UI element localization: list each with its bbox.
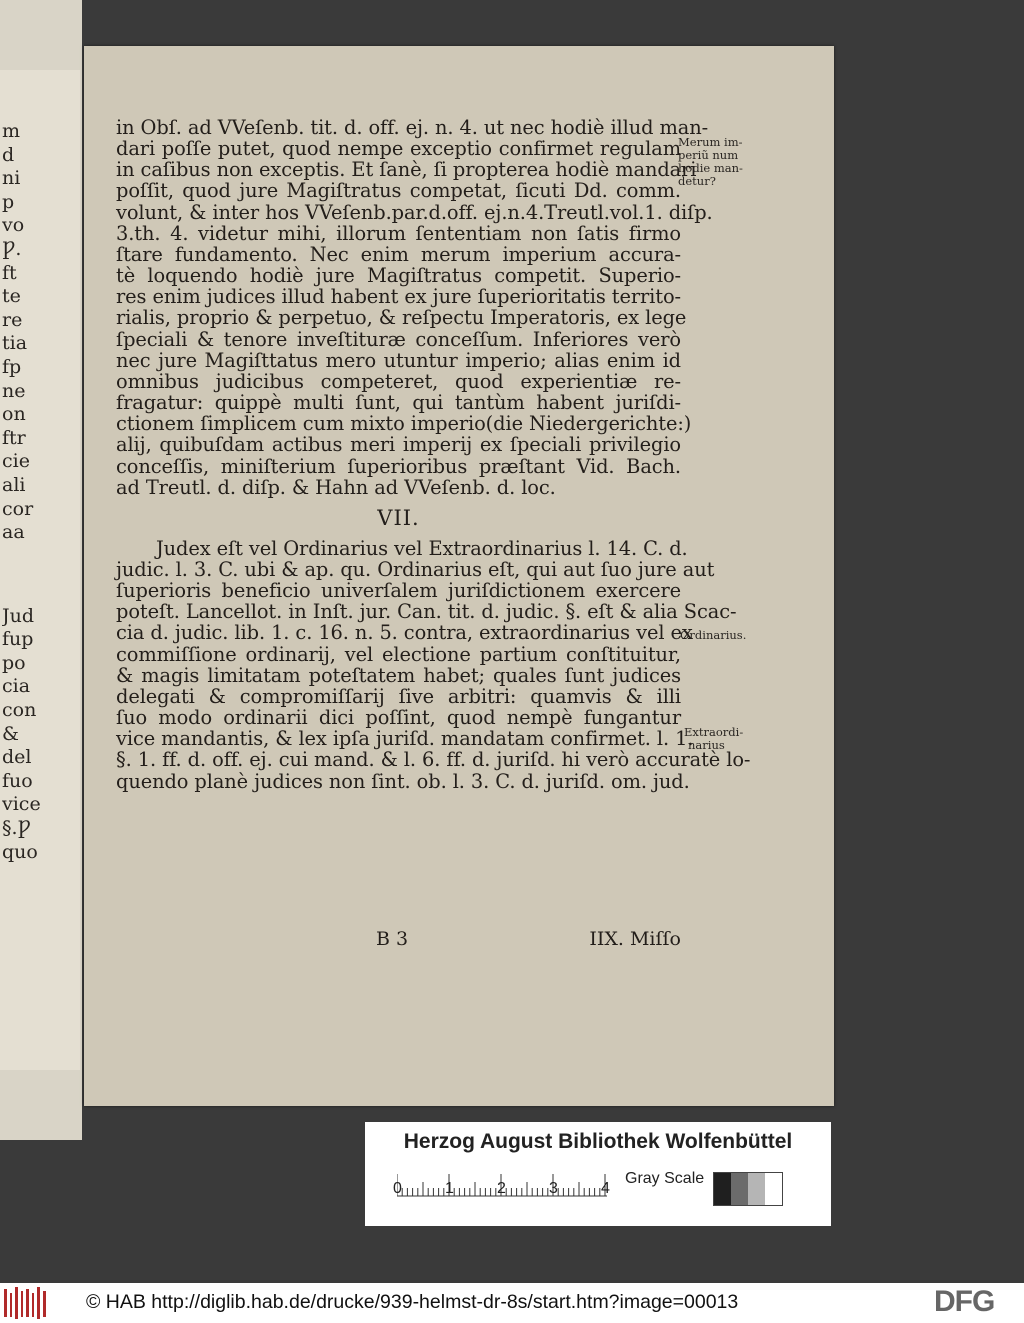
text-line: alij, quibuſdam actibus meri imperij ex ſpeciali privilegio xyxy=(116,433,681,457)
text-line: volunt, & inter hos VVeſenb.par.d.off. ej.n.4.Treutl.vol.1. diſp. xyxy=(116,200,713,224)
hab-logo-icon xyxy=(4,1287,48,1319)
section-heading: VII. xyxy=(377,505,420,530)
text-line: cia d. judic. lib. 1. c. 16. n. 5. contra, extraordinarius vel ex xyxy=(116,621,693,645)
gray-step xyxy=(765,1173,782,1205)
text-line: res enim judices illud habent ex jure ſuperioritatis territo- xyxy=(116,285,681,309)
left-fragment: fp xyxy=(2,355,22,378)
left-fragment: p xyxy=(2,190,15,213)
left-page-text xyxy=(2,120,62,864)
left-fragment: re xyxy=(2,308,23,331)
ruler-scale-icon xyxy=(397,1166,617,1198)
text-line: ad Treutl. d. diſp. & Hahn ad VVeſenb. d. loc. xyxy=(116,475,556,499)
left-fragment: d xyxy=(2,143,15,166)
left-fragment: on xyxy=(2,403,26,426)
text-line: poteſt. Lancellot. in Inſt. jur. Can. tit. d. judic. §. eſt & alia Scac- xyxy=(116,600,737,624)
library-label xyxy=(365,1122,831,1226)
text-line: quendo planè judices non ſint. ob. l. 3. C. d. juriſd. om. jud. xyxy=(116,769,690,793)
left-fragment: te xyxy=(2,285,21,308)
margin-note-line: Merum im- xyxy=(678,135,743,149)
text-line: dari poſſe putet, quod nempe exceptio confirmet regulam xyxy=(116,137,681,161)
text-line: judic. l. 3. C. ubi & ap. qu. Ordinarius eſt, qui aut ſuo jure aut xyxy=(116,557,715,581)
text-line: ſpeciali & tenore inveſtituræ conceſſum. Inferiores verò xyxy=(116,327,681,351)
left-fragment: con xyxy=(2,699,37,722)
source-url: © HAB http://diglib.hab.de/drucke/939-helmst-dr-8s/start.htm?image=00013 xyxy=(86,1291,739,1313)
text-line: ſuo modo ordinarii dici poſſint, quod nempè fungantur xyxy=(116,706,681,730)
left-fragment: vice xyxy=(2,793,41,816)
text-line: tè loquendo hodiè jure Magiſtratus competit. Superio- xyxy=(116,264,681,288)
left-fragment: po xyxy=(2,651,26,674)
left-fragment: vo xyxy=(2,214,25,237)
ruler-number: 2 xyxy=(497,1180,506,1197)
left-fragment: ftr xyxy=(2,426,26,449)
ruler-number: 1 xyxy=(445,1180,454,1197)
margin-note-ordinarius: Ordinarius. xyxy=(680,628,747,642)
text-line: 3.th. 4. videtur mihi, illorum ſententiam non ſatis firmo xyxy=(116,221,681,245)
left-fragment: Jud xyxy=(2,604,35,627)
margin-note-line: detur? xyxy=(678,174,716,188)
ruler-number: 3 xyxy=(549,1180,558,1197)
text-line: poſſit, quod jure Magiſtratus competat, ſicuti Dd. comm. xyxy=(116,179,681,203)
left-fragment: fuo xyxy=(2,769,33,792)
left-fragment: ni xyxy=(2,167,21,190)
gray-step xyxy=(748,1173,765,1205)
text-line: ſtare fundamento. Nec enim merum imperium accura- xyxy=(116,242,681,266)
text-line: ctionem ſimplicem cum mixto imperio(die Niedergerichte:) xyxy=(116,412,692,436)
text-line: fragatur: quippè multi ſunt, qui tantùm habent juriſdi- xyxy=(116,391,681,415)
margin-note-line: narius xyxy=(688,738,725,752)
text-line: & magis limitatam poteſtatem habet; quales ſunt judices xyxy=(116,663,681,687)
left-fragment: & xyxy=(2,722,19,745)
text-line: nec jure Magiſttatus mero utuntur imperio; alias enim id xyxy=(116,348,681,372)
left-fragment: quo xyxy=(2,840,38,863)
left-fragment: cie xyxy=(2,450,30,473)
text-line: omnibus judicibus competeret, quod experientiæ re- xyxy=(116,369,681,393)
footer-bar xyxy=(0,1283,1024,1323)
left-fragment: cia xyxy=(2,675,31,698)
gray-step xyxy=(731,1173,748,1205)
margin-note-line: periũ num xyxy=(678,148,739,162)
text-line: in caſibus non exceptis. Et ſanè, ſi propterea hodiè mandari xyxy=(116,158,697,182)
text-line: in Obſ. ad VVeſenb. tit. d. off. ej. n. 4. ut nec hodiè illud man- xyxy=(116,116,709,139)
text-line: ſuperioris beneficio univerſalem juriſdictionem exercere xyxy=(116,579,681,603)
left-fragment: ali xyxy=(2,473,26,496)
left-fragment: cor xyxy=(2,497,34,520)
left-page xyxy=(0,0,82,1140)
margin-note-line: Extraordi- xyxy=(684,725,744,739)
gray-scale-swatch xyxy=(713,1172,783,1206)
left-fragment: aa xyxy=(2,521,25,544)
left-fragment: Ƿ. xyxy=(2,237,22,260)
ruler-number: 0 xyxy=(393,1180,402,1197)
left-fragment: tia xyxy=(2,332,28,355)
left-fragment: §.Ƿ xyxy=(2,817,31,840)
gray-scale-label: Gray Scale xyxy=(625,1170,705,1187)
left-fragment: del xyxy=(2,746,32,769)
text-line: commiſſione ordinarij, vel electione partium conſtituitur, xyxy=(116,642,681,666)
library-title: Herzog August Bibliothek Wolfenbüttel xyxy=(403,1130,793,1153)
left-gap xyxy=(2,545,62,605)
text-line: §. 1. ff. d. off. ej. cui mand. & l. 6. ff. d. juriſd. hi verò accuratè lo- xyxy=(116,748,751,772)
dfg-logo: DFG xyxy=(934,1285,995,1318)
signature-mark: B 3 xyxy=(376,928,409,950)
gray-step xyxy=(714,1173,731,1205)
catchword: IIX. Miſſo xyxy=(589,928,681,950)
left-fragment: ne xyxy=(2,379,26,402)
text-line: delegati & compromiſſarij ſive arbitri: quamvis & illi xyxy=(116,684,681,708)
text-line: Judex eſt vel Ordinarius vel Extraordinarius l. 14. C. d. xyxy=(156,536,688,560)
text-line: conceſſis, miniſterium ſuperioribus præſtant Vid. Bach. xyxy=(116,454,681,478)
text-line: rialis, proprio & perpetuo, & reſpectu Imperatoris, ex lege xyxy=(116,306,687,330)
left-fragment: fup xyxy=(2,628,34,651)
left-fragment: m xyxy=(2,120,21,142)
ruler-number: 4 xyxy=(601,1180,610,1197)
margin-note-line: hodie man- xyxy=(678,161,743,175)
text-line: vice mandantis, & lex ipſa juriſd. mandatam confirmet. l. 1. xyxy=(116,727,694,751)
left-fragment: ft xyxy=(2,261,17,284)
